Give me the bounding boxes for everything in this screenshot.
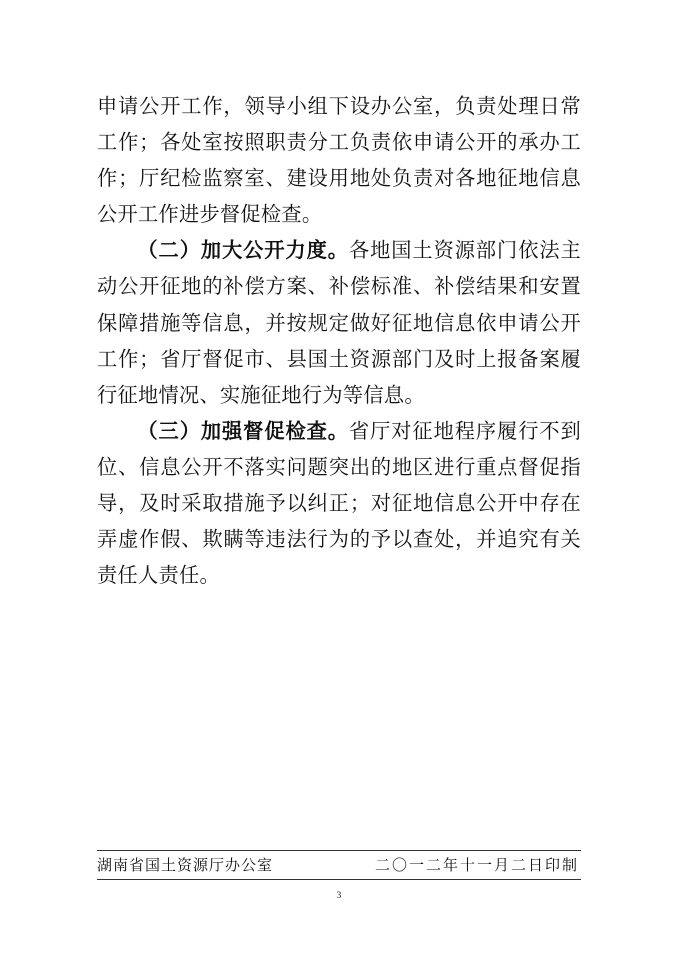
section-heading: （三）加强督促检查。 [137,418,349,443]
paragraph-section-2 [97,232,581,412]
page-number: 3 [336,890,342,900]
paragraph-section-3 [97,413,581,593]
footer-issuer: 湖南省国土资源厅办公室 [97,856,274,874]
paragraph-text: 各地国土资源部门依法主动公开征地的补偿方案、补偿标准、补偿结果和安置保障措施等信息，并按规定做好征地信息依申请公开工作；省厅督促市、县国土资源部门及时上报备案履行征地情况、实施征地行为等信息。 [97,238,581,407]
footer-print-date: 二〇一二年十一月二日印制 [374,856,579,874]
paragraph-text: 省厅对征地程序履行不到位、信息公开不落实问题突出的地区进行重点督促指导，及时采取措施予以纠正；对征地信息公开中存在弄虚作假、欺瞒等违法行为的予以查处，并追究有关责任人责任。 [97,418,581,588]
document-footer [97,850,581,880]
document-body [97,88,581,593]
paragraph-continuation [97,88,581,232]
section-heading: （二）加大公开力度。 [137,238,349,263]
paragraph-text: 申请公开工作，领导小组下设办公室，负责处理日常工作；各处室按照职责分工负责依申请公开的承办工作；厅纪检监察室、建设用地处负责对各地征地信息公开工作进步督促检查。 [97,94,581,227]
